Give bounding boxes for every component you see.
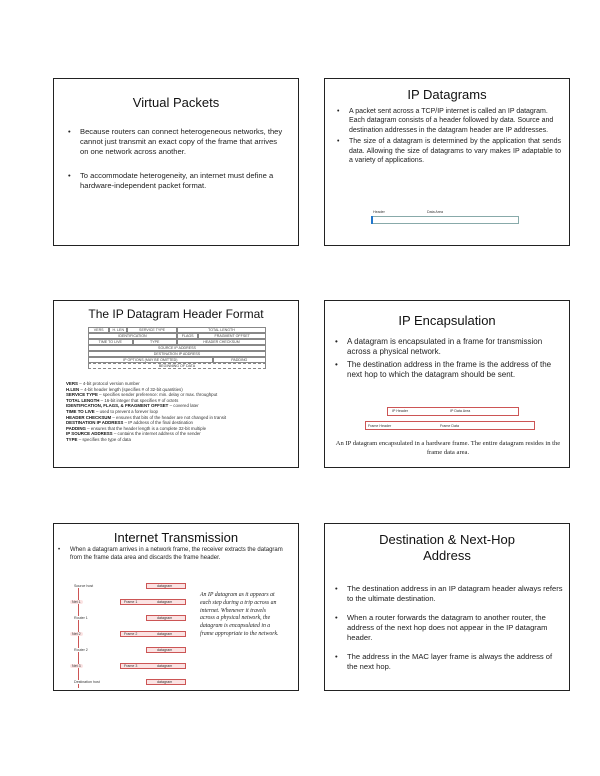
slide-next-hop-address xyxy=(324,523,570,691)
datagram-box: datagram xyxy=(146,679,186,685)
bullet-item: • The size of a datagram is determined by the application that sends data. Allowing the size of datagrams to vary makes IP adaptable to a variety of applications. xyxy=(337,137,561,165)
bullet-item: • When a router forwards the datagram to another router, the address of the next hop does not appear in the IP datagram header. xyxy=(335,613,563,643)
field-data: BEGINNING OF DATA xyxy=(88,363,266,369)
frame-box: Frame 3 datagram xyxy=(120,663,186,669)
bullet-list xyxy=(58,546,294,568)
field-ttl: TIME TO LIVE xyxy=(88,339,133,345)
datagram-box xyxy=(371,216,519,224)
datagram-box: datagram xyxy=(146,615,186,621)
bullet-item: • The destination address in an IP datagram header always refers to the ultimate destination. xyxy=(335,584,563,604)
definition: TYPE – specifies the type of data xyxy=(66,436,131,442)
bullet-list xyxy=(337,107,561,171)
ip-header-label: IP Header xyxy=(392,409,409,413)
slide-title: Internet Transmission xyxy=(113,530,239,545)
bullet-item: • To accommodate heterogeneity, an internet must define a hardware-independent packet format. xyxy=(68,171,286,191)
bullet-item: • The address in the MAC layer frame is always the address of the next hop. xyxy=(335,652,563,672)
ip-data-label: IP Data Area xyxy=(450,409,471,413)
bullet-item: • The destination address in the frame is the address of the next hop to which the datagram should be sent. xyxy=(335,360,563,380)
field-fragment-offset: FRAGMENT OFFSET xyxy=(198,333,266,339)
slide-title: Destination & Next-Hop Address xyxy=(379,532,515,563)
definition: SERVICE TYPE – specifies sender preference: min. delay or max. throughput xyxy=(66,392,218,398)
transmission-diagram xyxy=(60,580,198,691)
datagram-diagram xyxy=(371,210,519,226)
field-destination-ip: DESTINATION IP ADDRESS xyxy=(88,351,266,357)
slide-title: IP Datagrams xyxy=(407,87,487,102)
definition: TOTAL LENGTH – 16-bit integer that specifies # of octets xyxy=(66,397,179,403)
field-header-checksum: HEADER CHECKSUM xyxy=(177,339,266,345)
bullet-item: • A packet sent across a TCP/IP internet is called an IP datagram. Each datagram consists of a header followed by data. Source and destination addresses in the datagram header are IP addresses. xyxy=(337,107,561,135)
field-ip-options: IP OPTIONS (MAY BE OMITTED) xyxy=(88,357,213,363)
field-total-length: TOTAL LENGTH xyxy=(177,327,266,333)
field-padding: PADDING xyxy=(213,357,266,363)
bullet-list xyxy=(68,127,286,197)
figure-caption: An IP datagram encapsulated in a hardware frame. The entire datagram resides in the frame data area. xyxy=(335,440,561,456)
field-hlen: H. LEN xyxy=(109,327,127,333)
datagram-box: datagram xyxy=(146,583,186,589)
field-service-type: SERVICE TYPE xyxy=(127,327,177,333)
definition: VERS – 4-bit protocol version number xyxy=(66,381,140,386)
bullet-list xyxy=(335,584,563,678)
slide-header-format xyxy=(53,300,299,468)
frame-box: Frame 2 datagram xyxy=(120,631,186,637)
definition: IDENTIFICATION, FLAGS, & FRAGMENT OFFSET – covered later xyxy=(66,403,199,409)
bullet-list xyxy=(335,337,563,386)
data-area-label: Data Area xyxy=(427,210,443,214)
frame-box xyxy=(365,421,535,430)
frame-data-label: Frame Data xyxy=(440,424,459,428)
slide-title: The IP Datagram Header Format xyxy=(88,307,264,321)
bullet-item: • Because routers can connect heterogeneous networks, they cannot just transmit an exact copy of the frame that arrives on one network across another. xyxy=(68,127,286,157)
field-vers: VERS xyxy=(88,327,109,333)
net-2-label: Net 2 xyxy=(72,632,81,636)
field-flags: FLAGS xyxy=(177,333,198,339)
source-host-label: Source host xyxy=(74,584,94,588)
header-diagram xyxy=(88,327,266,369)
slide-internet-transmission xyxy=(53,523,299,691)
router-1-label: Router 1 xyxy=(74,616,88,620)
definitions-list xyxy=(66,381,288,443)
bullet-item: • A datagram is encapsulated in a frame for transmission across a physical network. xyxy=(335,337,563,357)
definition: DESTINATION IP ADDRESS – IP address of the final destination xyxy=(66,420,193,426)
datagram-box: datagram xyxy=(146,647,186,653)
definition: H.LEN – 4-bit header length (specifies # of 32-bit quantities) xyxy=(66,386,183,392)
field-identification: IDENTIFICATION xyxy=(88,333,177,339)
slide-title: IP Encapsulation xyxy=(398,313,496,328)
frame-header-label: Frame Header xyxy=(368,424,392,428)
slide-virtual-packets xyxy=(53,78,299,246)
field-source-ip: SOURCE IP ADDRESS xyxy=(88,345,266,351)
slide-ip-encapsulation xyxy=(324,300,570,468)
side-note: An IP datagram as it appears at each step during a trip across an internet. Whenever it travels across a physical network, the datagram is encapsulated in a frame appropriate to the network. xyxy=(200,592,279,637)
definition: IP SOURCE ADDRESS – contains the internet address of the sender xyxy=(66,431,201,437)
net-3-label: Net 3 xyxy=(72,664,81,668)
slide-title: Virtual Packets xyxy=(132,95,220,110)
definition: HEADER CHECKSUM – ensures that bits of the header are not changed in transit xyxy=(66,414,227,420)
slide-ip-datagrams xyxy=(324,78,570,246)
encapsulation-diagram xyxy=(365,407,535,433)
header-row xyxy=(88,363,266,369)
definition: PADDING – ensures that the header length is a complete 32-bit multiple xyxy=(66,425,207,431)
router-2-label: Router 2 xyxy=(74,648,88,652)
header-label: Header xyxy=(373,210,385,214)
bullet-item: • When a datagram arrives in a network frame, the receiver extracts the datagram from the frame data area and discards the frame header. xyxy=(58,546,294,562)
field-type: TYPE xyxy=(133,339,178,345)
destination-host-label: Destination host xyxy=(74,680,100,684)
definition: TIME TO LIVE – used to prevent a forever loop xyxy=(66,408,158,414)
datagram-box xyxy=(387,407,519,416)
frame-box: Frame 1 datagram xyxy=(120,599,186,605)
header-divider xyxy=(371,216,373,224)
net-1-label: Net 1 xyxy=(72,600,81,604)
